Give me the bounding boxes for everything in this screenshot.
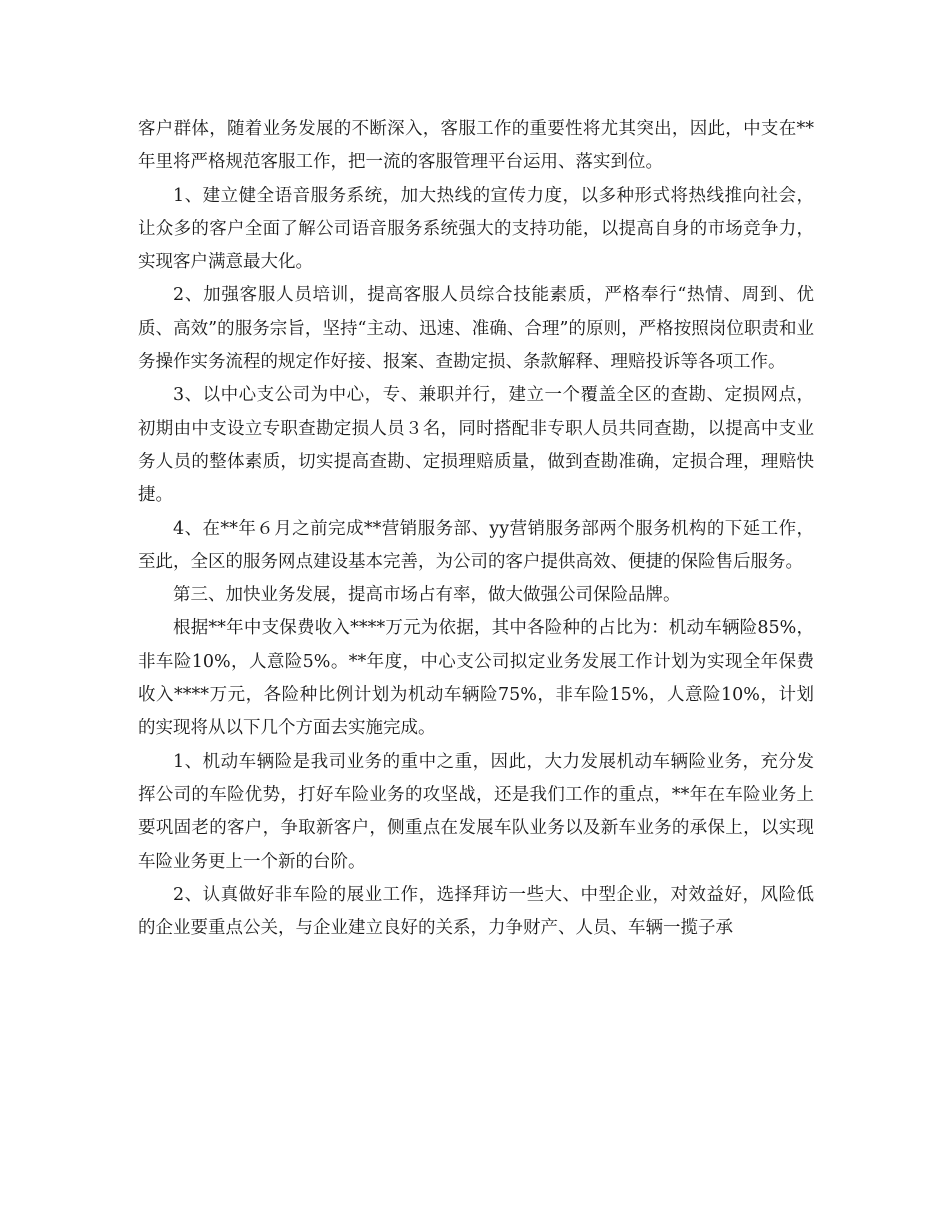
section-heading-third: 第三、加快业务发展，提高市场占有率，做大做强公司保险品牌。 bbox=[173, 585, 681, 606]
paragraph-voice-service: 1、建立健全语音服务系统，加大热线的宣传力度，以多种形式将热线推向社会，让众多的客户全面了解公司语音服务系统强大的支持功能，以提高自身的市场竞争力，实现客户满意最大化。 bbox=[138, 185, 814, 273]
paragraph-non-motor-insurance: 2、认真做好非车险的展业工作，选择拜访一些大、中型企业，对效益好，风险低的企业要重点公关，与企业建立良好的关系，力争财产、人员、车辆一揽子承 bbox=[138, 884, 814, 939]
paragraph-staff-training: 2、加强客服人员培训，提高客服人员综合技能素质，严格奉行“热情、周到、优质、高效”的服务宗旨，坚持“主动、迅速、准确、合理”的原则，严格按照岗位职责和业务操作实务流程的规定作好接、报案、查勘定损、条款解释、理赔投诉等各项工作。 bbox=[138, 285, 814, 373]
paragraph-continuation: 客户群体，随着业务发展的不断深入，客服工作的重要性将尤其突出，因此，中支在**年里将严格规范客服工作，把一流的客服管理平台运用、落实到位。 bbox=[138, 119, 814, 173]
document-body bbox=[138, 113, 814, 945]
paragraph-service-outlets: 4、在**年６月之前完成**营销服务部、yy营销服务部两个服务机构的下延工作，至此，全区的服务网点建设基本完善，为公司的客户提供高效、便捷的保险售后服务。 bbox=[138, 518, 814, 572]
paragraph-survey-network: 3、以中心支公司为中心，专、兼职并行，建立一个覆盖全区的查勘、定损网点，初期由中支设立专职查勘定损人员３名，同时搭配非专职人员共同查勘，以提高中支业务人员的整体素质，切实提高查勘、定损理赔质量，做到查勘准确，定损合理，理赔快捷。 bbox=[138, 385, 814, 506]
paragraph-motor-insurance: 1、机动车辆险是我司业务的重中之重，因此，大力发展机动车辆险业务，充分发挥公司的车险优势，打好车险业务的攻坚战，还是我们工作的重点，**年在车险业务上要巩固老的客户，争取新客户，侧重点在发展车队业务以及新车业务的承保上，以实现车险业务更上一个新的台阶。 bbox=[138, 751, 814, 872]
paragraph-premium-plan: 根据**年中支保费收入****万元为依据，其中各险种的占比为：机动车辆险85%，非车险10%，人意险5%。**年度，中心支公司拟定业务发展工作计划为实现全年保费收入****万元，各险种比例计划为机动车辆险75%，非车险15%，人意险10%，计划的实现将从以下几个方面去实施完成。 bbox=[138, 618, 814, 739]
